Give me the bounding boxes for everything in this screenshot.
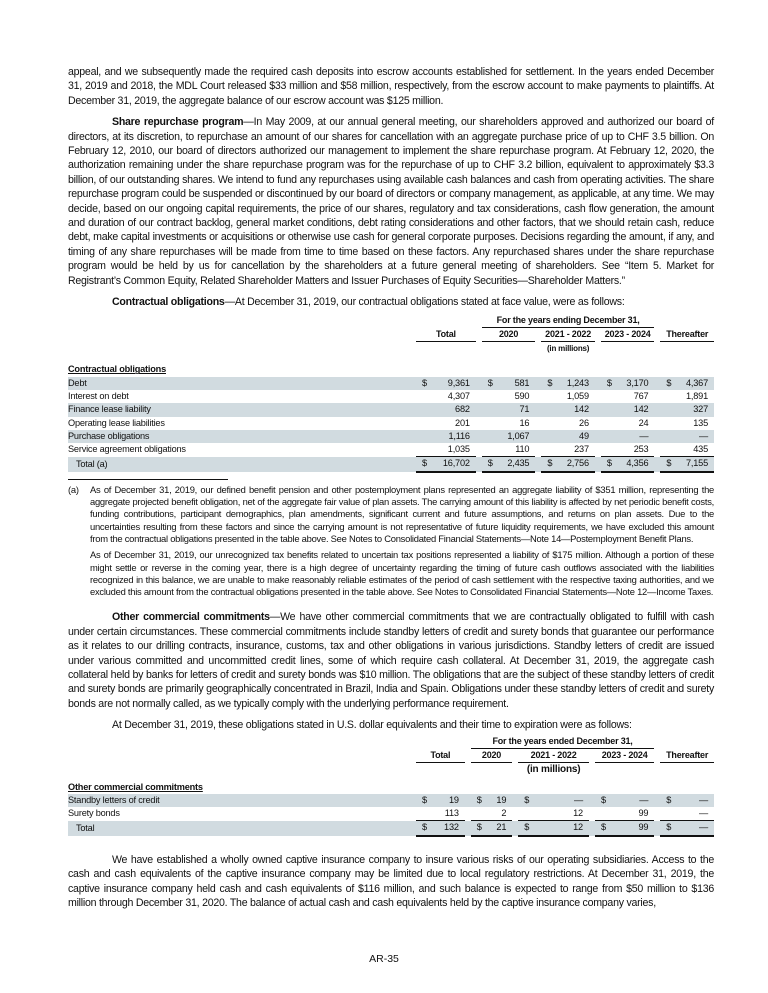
table-column-header-row bbox=[68, 748, 714, 762]
contractual-obligations-table bbox=[68, 314, 714, 473]
commercial-commitments-table bbox=[68, 735, 714, 837]
group-header: For the years ending December 31, bbox=[482, 314, 655, 328]
col-header-2020: 2020 bbox=[471, 748, 512, 762]
contractual-heading: Contractual obligations bbox=[112, 296, 225, 309]
other-commercial-heading: Other commercial commitments bbox=[112, 611, 270, 624]
table-row: Debt $ 9,361 $ 581 $ 1,243 $ 3,170 $ 4,367 bbox=[68, 377, 714, 390]
footnote-divider bbox=[68, 479, 228, 480]
document-page bbox=[68, 65, 714, 910]
section-label: Other commercial commitments bbox=[68, 781, 203, 792]
table-column-header-row bbox=[68, 327, 714, 341]
page-number: AR-35 bbox=[369, 953, 399, 965]
section-label-row bbox=[68, 363, 714, 376]
units-row bbox=[68, 342, 714, 356]
group-header: For the years ended December 31, bbox=[471, 735, 655, 749]
col-header-2021-2022: 2021 - 2022 bbox=[541, 327, 595, 341]
other-commercial-paragraph bbox=[68, 610, 714, 711]
col-header-2023-2024: 2023 - 2024 bbox=[595, 748, 654, 762]
col-header-total: Total bbox=[416, 748, 465, 762]
captive-insurance-paragraph: We have established a wholly owned captive insurance company to insure various risks of our operating subsidiaries. Access to the cash and cash equivalents of the captive insurance company may be limited due to local regulatory restrictions. At December 31, 2019, the captive insurance company held cash and cash equivalents of $116 million, and such balance is expected to range from $50 million to $136 million through December 31, 2020. The balance of actual cash and cash equivalents held by the captive insurance company varies, bbox=[68, 853, 714, 909]
other-commercial-body: —We have other commercial commitments that we are contractually obligated to fulfill with cash under certain circumstances. These commercial commitments include standby letters of credit and surety bonds that guarantee our performance as it relates to our drilling contracts, insurance, customs, tax and other obligations in various jurisdictions. Standby letters of credit are issued under various committed and uncommitted credit lines, some of which require cash collateral. At December 31, 2019, the aggregate cash collateral held by banks for letters of credit and surety bonds was $10 million. The obligations that are the subject of these standby letters of credit and surety bonds are primarily geographically concentrated in Brazil, India and Spain. Obligations under these standby letters of credit and surety bonds are not normally called, as we typically comply with the underlying performance requirement. bbox=[68, 611, 714, 710]
contractual-body: —At December 31, 2019, our contractual obligations stated at face value, were as follows: bbox=[224, 296, 625, 309]
escrow-paragraph: appeal, and we subsequently made the required cash deposits into escrow accounts established for settlement. In the years ended December 31, 2019 and 2018, the MDL Court released $33 million and $58 million, respectively, from the escrow account to make payments to plaintiffs. At December 31, 2019, the aggregate balance of our escrow account was $125 million. bbox=[68, 66, 714, 107]
footnote-paragraph-1: As of December 31, 2019, our defined benefit pension and other postemployment plans represented an aggregate liability of $351 million, representing the aggregate projected benefit obligation, net of the aggregate fair value of plan assets. The carrying amount of this liability is affected by net periodic benefit costs, funding contributions, participant demographics, plan amendments, significant current and future assumptions, and returns on plan assets. Due to the uncertainties resulting from these factors and since the carrying amount is not representative of future liquidity requirements, we have excluded this amount from the contractual obligations presented in the table above. See Notes to Consolidated Financial Statements—Note 14—Postemployment Benefit Plans. bbox=[90, 483, 714, 544]
share-repurchase-paragraph bbox=[68, 115, 714, 288]
table-row: Operating lease liabilities 201 16 26 24 135 bbox=[68, 417, 708, 428]
table-row: Service agreement obligations 1,035 110 237 253 435 bbox=[68, 443, 714, 457]
col-header-2020: 2020 bbox=[482, 327, 536, 341]
table-row: Standby letters of credit $ 19 $ 19 $ — $ — $ — bbox=[68, 794, 714, 807]
col-header-2023-2024: 2023 - 2024 bbox=[601, 327, 655, 341]
col-header-total: Total bbox=[416, 327, 476, 341]
footnote-paragraph-2: As of December 31, 2019, our unrecognized tax benefits related to uncertain tax positions represented a liability of $175 million. Although a portion of these might settle or reverse in the coming year, there is a high degree of uncertainty regarding the timing of future cash outflows associated with the liabilities recognized in this balance, we are unable to make reasonably reliable estimates of the period of cash settlement with the respective taxing authorities, and we excluded this amount from the contractual obligations presented in the table above. See Notes to Consolidated Financial Statements—Note 12—Income Taxes. bbox=[90, 549, 714, 598]
table-total-row: Total (a) $ 16,702 $ 2,435 $ 2,756 $ 4,356 $ 7,155 bbox=[68, 457, 714, 472]
units-label: (in millions) bbox=[526, 764, 581, 776]
section-label: Contractual obligations bbox=[68, 364, 166, 375]
table-row: Finance lease liability 682 71 142 142 327 bbox=[68, 403, 714, 416]
usd-equivalents-paragraph: At December 31, 2019, these obligations stated in U.S. dollar equivalents and their time to expiration were as follows: bbox=[112, 719, 632, 732]
col-header-2021-2022: 2021 - 2022 bbox=[518, 748, 589, 762]
table-row: Interest on debt 4,307 590 1,059 767 1,891 bbox=[68, 390, 708, 401]
col-header-thereafter: Thereafter bbox=[660, 327, 714, 341]
section-label-row bbox=[68, 781, 714, 794]
share-repurchase-body: —In May 2009, at our annual general meeting, our shareholders approved and authorized our board of directors, at its discretion, to repurchase an amount of our shares for cancellation with an aggregate purchase price of up to CHF 3.5 billion. On February 12, 2010, our board of directors authorized our management to implement the share repurchase program. At February 12, 2020, the authorization remaining under the share repurchase program was for the repurchase of up to CHF 3.2 billion, equivalent to approximately $3.3 billion, of our outstanding shares. We intend to fund any repurchases using available cash balances and cash from operating activities. The share repurchase program could be suspended or discontinued by our board of directors or company management, as applicable, at any time. We may decide, based on our ongoing capital requirements, the price of our shares, regulatory and tax considerations, cash flow generation, the amount and duration of our contract backlog, general market conditions, debt rating considerations and other factors, that we should retain cash, reduce debt, make capital investments or acquisitions or otherwise use cash for general corporate purposes. Decisions regarding the amount, if any, and timing of any share repurchases will be made from time to time based on these factors. Any repurchased shares under the share repurchase program would be held by us for cancellation by the shareholders at a future general meeting of shareholders. See “Item 5. Market for Registrant’s Common Equity, Related Shareholder Matters and Issuer Purchases of Equity Securities—Shareholder Matters.” bbox=[68, 116, 714, 287]
table-group-header-row bbox=[68, 314, 714, 328]
col-header-thereafter: Thereafter bbox=[660, 748, 714, 762]
table-row: Surety bonds 113 2 12 99 — bbox=[68, 807, 714, 821]
table-row: Purchase obligations 1,116 1,067 49 — — bbox=[68, 430, 714, 443]
units-label: (in millions) bbox=[546, 343, 590, 353]
share-repurchase-heading: Share repurchase program bbox=[112, 116, 244, 129]
contractual-intro bbox=[68, 295, 714, 309]
footnote-mark: (a) bbox=[68, 483, 79, 495]
table-total-row: Total $ 132 $ 21 $ 12 $ 99 $ — bbox=[68, 821, 714, 836]
footnote-a bbox=[68, 484, 714, 599]
